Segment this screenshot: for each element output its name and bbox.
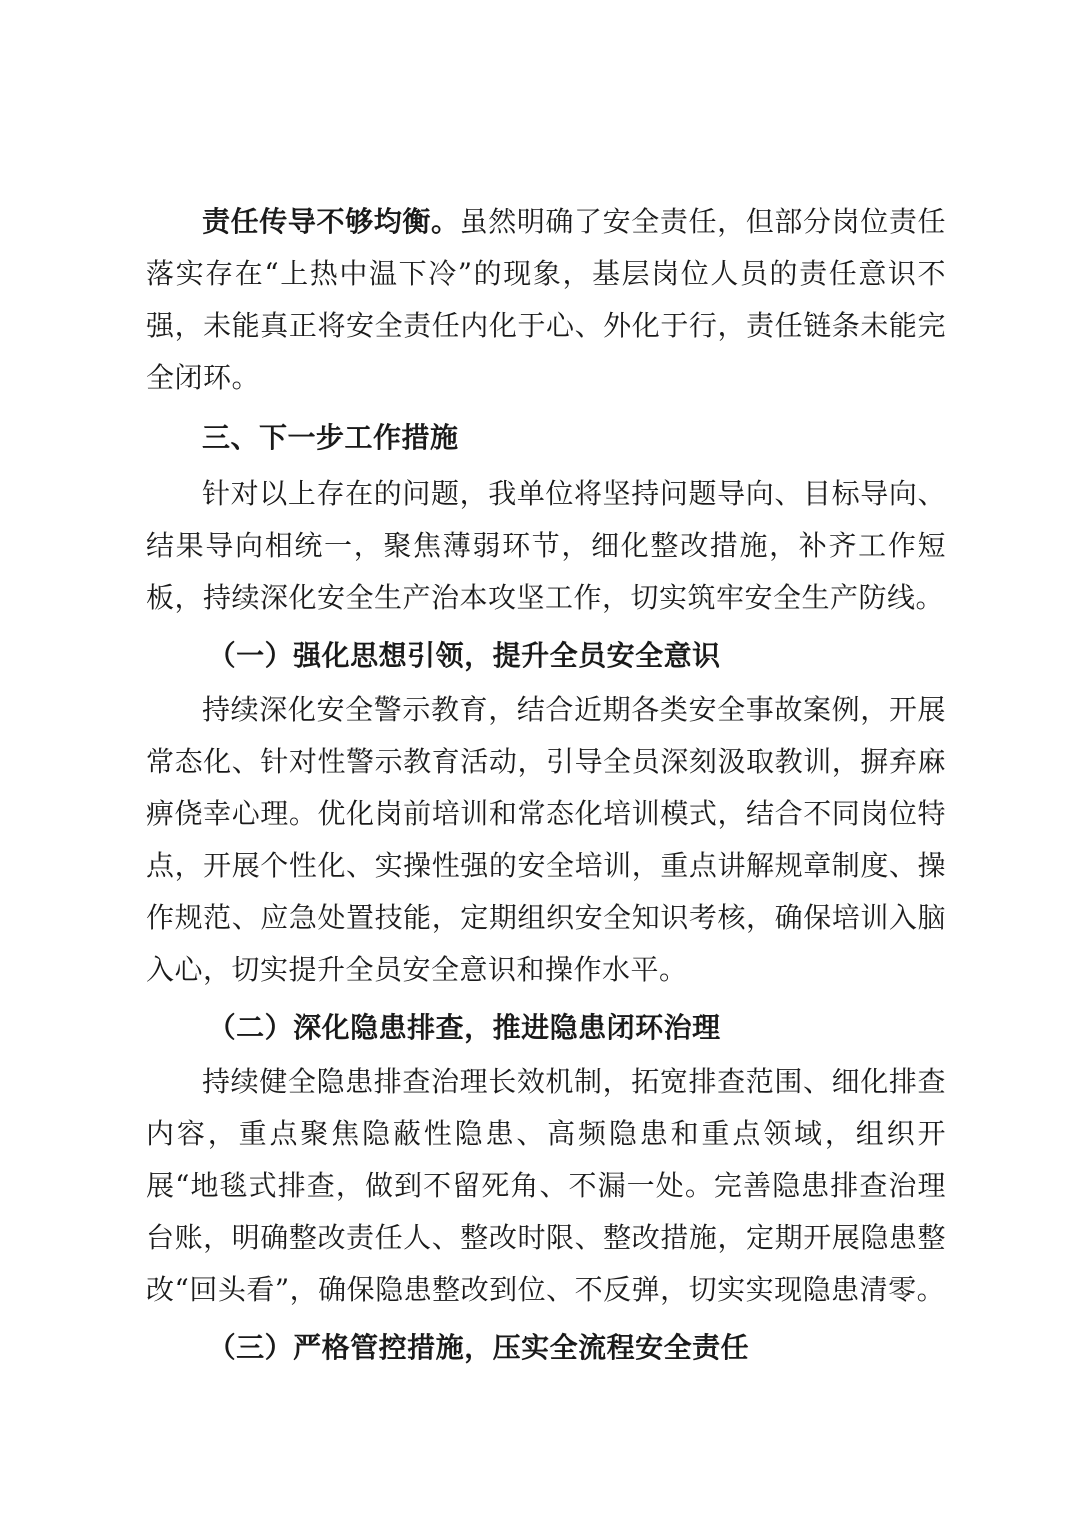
paragraph-responsibility-transmission xyxy=(146,196,946,404)
subheading-thought-guidance: （一）强化思想引领，提升全员安全意识 xyxy=(207,639,721,672)
paragraph-next-steps-intro: 针对以上存在的问题，我单位将坚持问题导向、目标导向、结果导向相统一，聚焦薄弱环节，细化整改措施，补齐工作短板，持续深化安全生产治本攻坚工作，切实筑牢安全生产防线。 xyxy=(146,477,946,614)
subheading-control-measures: （三）严格管控措施，压实全流程安全责任 xyxy=(207,1331,750,1364)
document-body xyxy=(146,196,946,1376)
section-heading-next-steps: 三、下一步工作措施 xyxy=(202,421,459,454)
subheading-hazard-inspection: （二）深化隐患排查，推进隐患闭环治理 xyxy=(207,1011,721,1044)
paragraph-safety-education: 持续深化安全警示教育，结合近期各类安全事故案例，开展常态化、针对性警示教育活动，引导全员深刻汲取教训，摒弃麻痹侥幸心理。优化岗前培训和常态化培训模式，结合不同岗位特点，开展个性化、实操性强的安全培训，重点讲解规章制度、操作规范、应急处置技能，定期组织安全知识考核，确保培训入脑入心，切实提升全员安全意识和操作水平。 xyxy=(146,693,946,986)
paragraph-lead-text: 责任传导不够均衡。 xyxy=(202,205,460,238)
paragraph-body-text: 虽然明确了安全责任，但部分岗位责任落实存在“上热中温下冷”的现象，基层岗位人员的责任意识不强，未能真正将安全责任内化于心、外化于行，责任链条未能完全闭环。 xyxy=(146,205,946,394)
paragraph-hazard-governance: 持续健全隐患排查治理长效机制，拓宽排查范围、细化排查内容，重点聚焦隐蔽性隐患、高频隐患和重点领域，组织开展“地毯式排查，做到不留死角、不漏一处。完善隐患排查治理台账，明确整改责任人、整改时限、整改措施，定期开展隐患整改“回头看”，确保隐患整改到位、不反弹，切实实现隐患清零。 xyxy=(146,1065,946,1306)
